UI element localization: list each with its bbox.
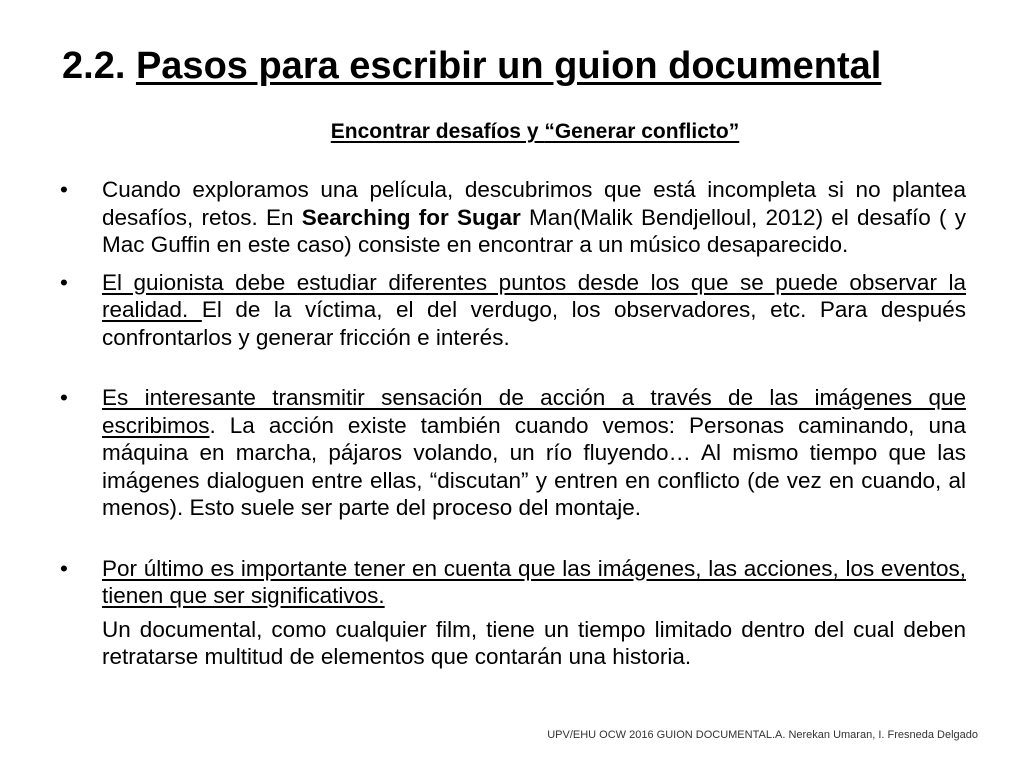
slide-content [60,176,966,671]
slide-footer: UPV/EHU OCW 2016 GUION DOCUMENTAL.A. Nerekan Umaran, I. Fresneda Delgado [547,729,978,741]
bullet-4-continuation: Un documental, como cualquier film, tiene un tiempo limitado dentro del cual deben retratarse multitud de elementos que contarán una historia. [102,616,966,669]
bullet-icon: • [60,555,68,581]
bullet-1-text-b: Man(Malik Bendjelloul, 2012) el desafío ( y Mac Guffin en este caso) consiste en encontrar a un músico desaparecido. [102,204,966,257]
slide-subtitle [0,116,1024,148]
bullet-icon: • [60,385,68,410]
subtitle-part-1: Encontrar desafíos y [330,120,545,143]
bullet-icon: • [60,177,68,202]
slide-title [62,40,881,92]
bullet-item-4 [60,555,966,610]
bullet-icon: • [60,269,68,295]
bullet-item-2 [60,269,966,352]
bullet-item-3 [60,384,966,522]
bullet-2-text: El de la víctima, el del verdugo, los observadores, etc. Para después confrontarlos y generar fricción e interés. [102,297,966,350]
bullet-1-bold: Searching for Sugar [301,204,521,230]
subtitle-part-2: “Generar conflicto” [544,120,740,143]
bullet-2-underlined: El guionista debe estudiar diferentes puntos desde los que se puede observar la realidad. [102,269,966,322]
title-number: 2.2. [62,45,136,87]
bullet-3-text: . La acción existe también cuando vemos: Personas caminando, una máquina en marcha, pájaros volando, un río fluyendo… Al mismo tiempo que las imágenes dialoguen entre ellas, “discutan” y entren en conflicto (de vez en cuando, al menos). Esto suele ser parte del proceso del montaje. [102,412,966,520]
title-text: Pasos para escribir un guion documental [135,45,882,87]
bullet-item-1 [60,176,966,259]
bullet-3-underlined: Es interesante transmitir sensación de acción a través de las imágenes que escribimos [102,385,966,438]
bullet-1-text-a: Cuando exploramos una película, descubrimos que está incompleta si no plantea desafíos, retos. En [102,177,966,230]
bullet-4-underlined: Por último es importante tener en cuenta que las imágenes, las acciones, los eventos, tienen que ser significativos. [102,555,966,608]
